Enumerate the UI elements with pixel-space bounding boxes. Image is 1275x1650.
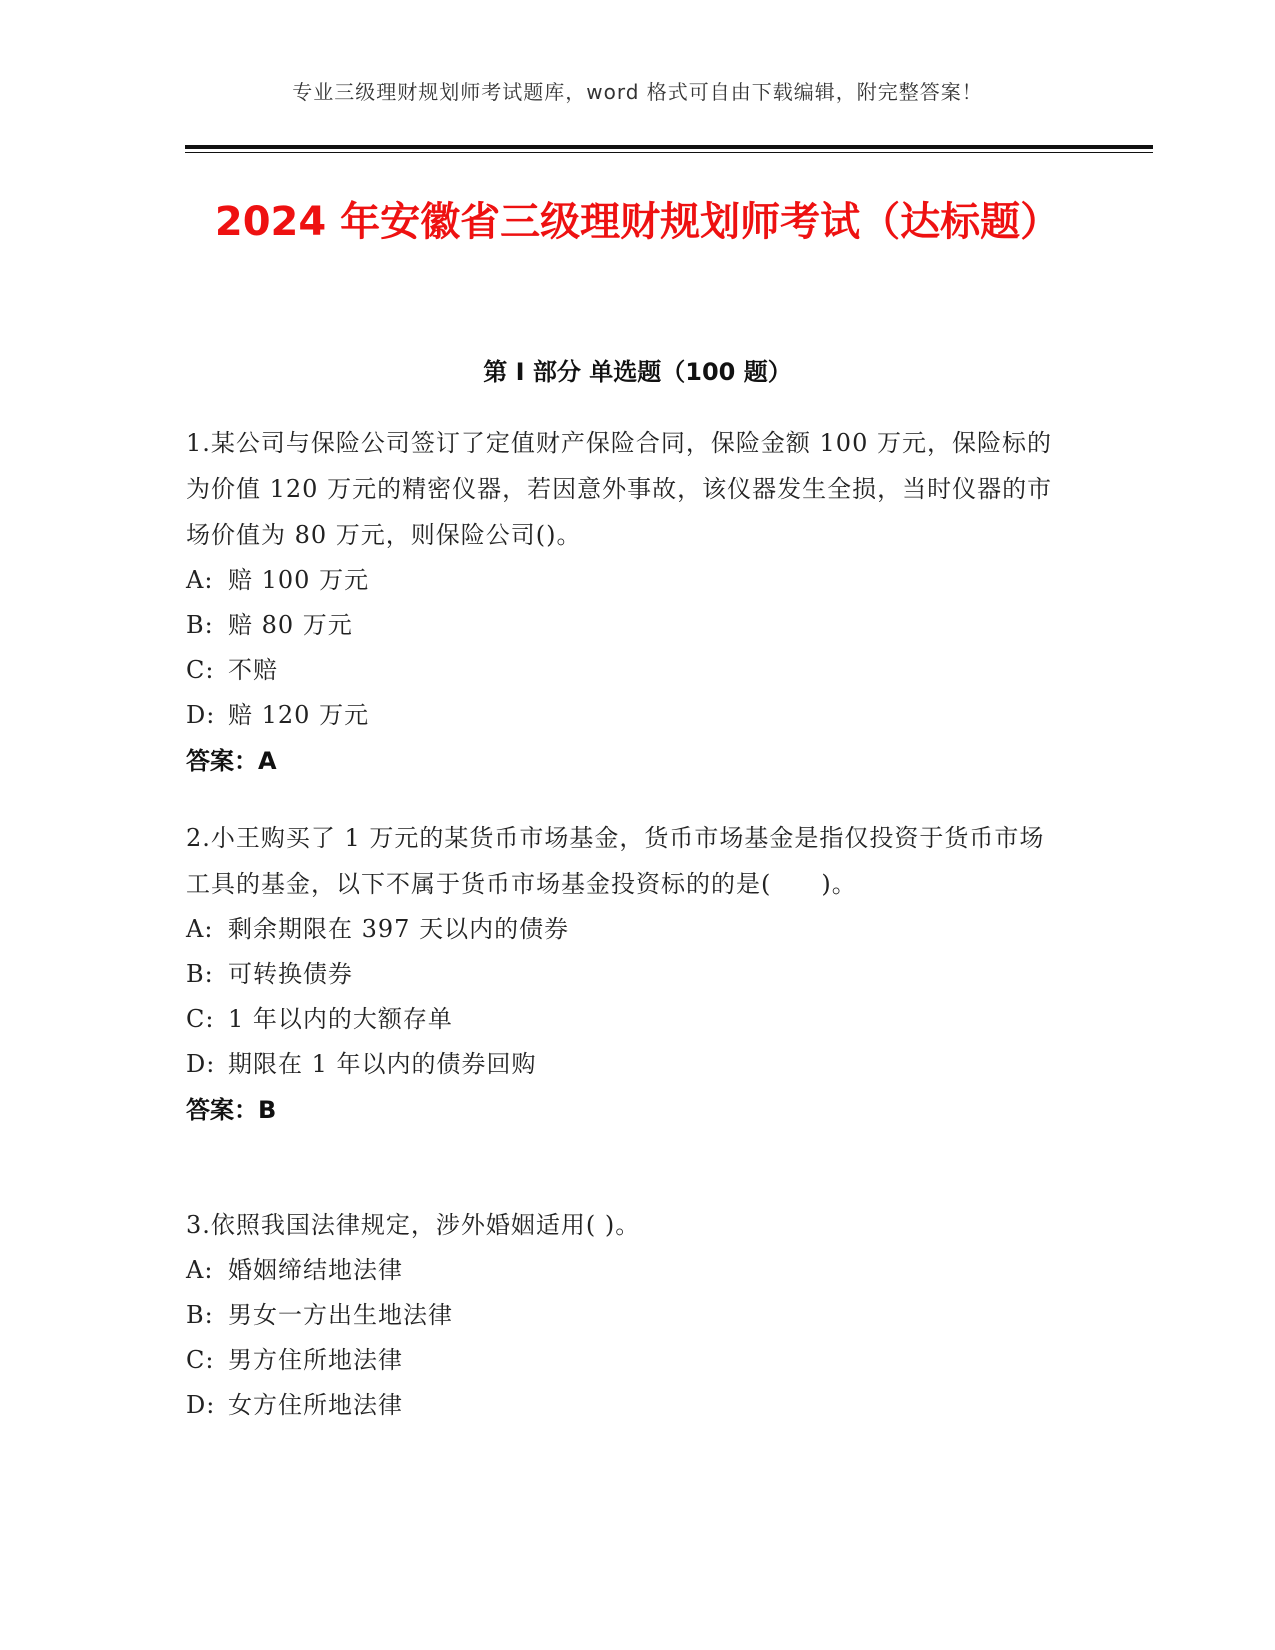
option-letter: C: — [186, 656, 215, 684]
option-c — [186, 648, 1066, 693]
option-b — [186, 603, 1066, 648]
question-3 — [186, 1202, 1066, 1428]
option-a — [186, 558, 1066, 603]
option-text: 赔 120 万元 — [228, 701, 370, 729]
option-b — [186, 952, 1066, 997]
header-rule-thin — [185, 152, 1153, 153]
answer: 答案：B — [186, 1096, 277, 1124]
option-letter: A: — [186, 915, 214, 943]
option-text: 男方住所地法律 — [228, 1346, 403, 1374]
option-a — [186, 1248, 1066, 1293]
option-text: 可转换债券 — [228, 960, 353, 988]
option-c — [186, 1338, 1066, 1383]
option-text: 男女一方出生地法律 — [228, 1301, 453, 1329]
option-letter: A: — [186, 566, 214, 594]
option-letter: B: — [186, 960, 214, 988]
question-1 — [186, 420, 1066, 784]
option-letter: D: — [186, 701, 216, 729]
option-letter: B: — [186, 611, 214, 639]
option-text: 剩余期限在 397 天以内的债券 — [228, 915, 570, 943]
section-heading: 第 I 部分 单选题（100 题） — [483, 358, 792, 386]
option-text: 女方住所地法律 — [228, 1391, 403, 1419]
option-c — [186, 997, 1066, 1042]
question-2 — [186, 815, 1066, 1133]
option-text: 赔 100 万元 — [228, 566, 370, 594]
option-d — [186, 693, 1066, 738]
option-letter: C: — [186, 1346, 215, 1374]
option-text: 期限在 1 年以内的债券回购 — [228, 1050, 537, 1078]
question-stem: 2.小王购买了 1 万元的某货币市场基金，货币市场基金是指仅投资于货币市场工具的基金，以下不属于货币市场基金投资标的的是( )。 — [186, 824, 1045, 898]
option-letter: A: — [186, 1256, 214, 1284]
answer: 答案：A — [186, 747, 277, 775]
option-letter: B: — [186, 1301, 214, 1329]
option-text: 1 年以内的大额存单 — [228, 1005, 453, 1033]
option-b — [186, 1293, 1066, 1338]
header-note: 专业三级理财规划师考试题库，word 格式可自由下载编辑，附完整答案！ — [292, 80, 983, 104]
header-rule — [185, 145, 1153, 149]
option-d — [186, 1383, 1066, 1428]
question-stem: 3.依照我国法律规定，涉外婚姻适用( )。 — [186, 1211, 641, 1239]
option-text: 不赔 — [228, 656, 278, 684]
document-title: 2024 年安徽省三级理财规划师考试（达标题） — [214, 199, 1061, 245]
option-letter: D: — [186, 1050, 216, 1078]
question-stem: 1.某公司与保险公司签订了定值财产保险合同，保险金额 100 万元，保险标的为价值 120 万元的精密仪器，若因意外事故，该仪器发生全损，当时仪器的市场价值为 80 万元，则保险公司()。 — [186, 429, 1053, 549]
option-text: 婚姻缔结地法律 — [228, 1256, 403, 1284]
option-a — [186, 907, 1066, 952]
option-text: 赔 80 万元 — [228, 611, 353, 639]
option-d — [186, 1042, 1066, 1087]
option-letter: D: — [186, 1391, 216, 1419]
option-letter: C: — [186, 1005, 215, 1033]
